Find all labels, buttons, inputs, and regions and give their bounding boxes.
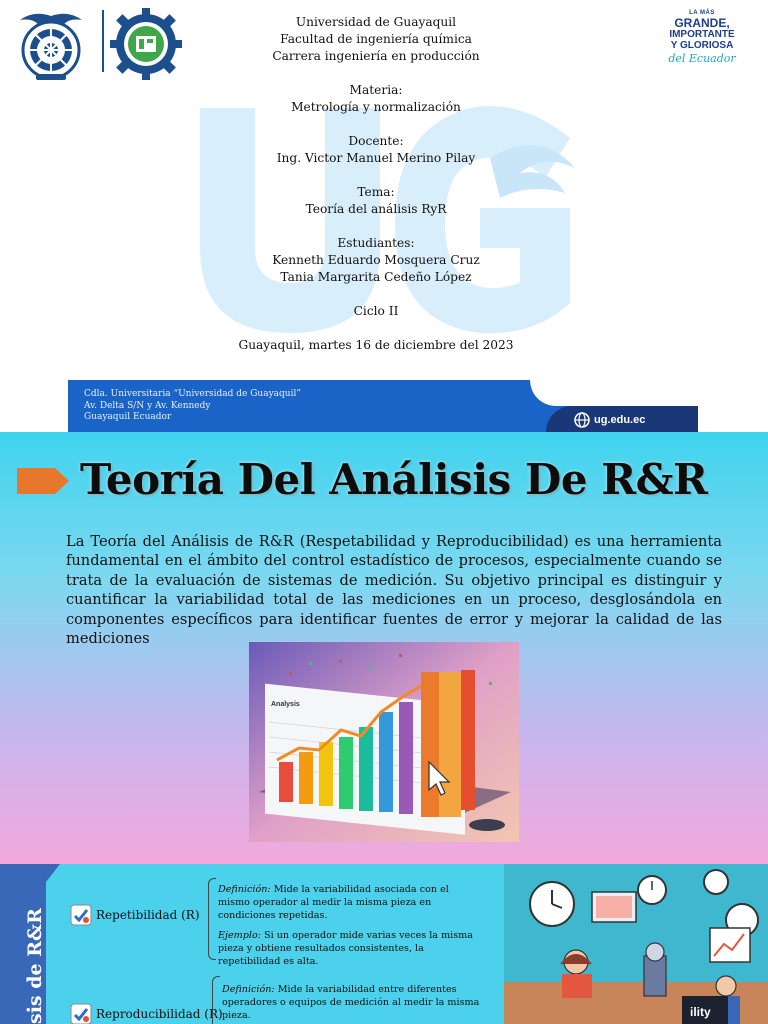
definition-label: Definición: bbox=[222, 984, 275, 995]
estudiantes-label: Estudiantes: bbox=[337, 236, 415, 250]
concept-label: Repetibilidad (R) bbox=[96, 908, 200, 922]
globe-icon bbox=[574, 412, 590, 428]
definition-text: Definición: Mide la variabilidad entre diferentes operadores o equipos de medición al medir la misma pieza. bbox=[222, 984, 480, 1021]
logo-divider bbox=[102, 10, 104, 72]
slogan-line: del Ecuador bbox=[668, 52, 736, 65]
bracket-divider bbox=[208, 878, 216, 960]
theory-page bbox=[0, 432, 768, 864]
bracket-divider bbox=[212, 976, 220, 1024]
student-name: Tania Margarita Cedeño López bbox=[280, 270, 472, 284]
website-link[interactable] bbox=[574, 412, 645, 428]
footer-address bbox=[84, 389, 301, 424]
slogan-logo bbox=[656, 10, 748, 64]
analysis-chart-illustration bbox=[249, 642, 519, 842]
tema-value: Teoría del análisis RyR bbox=[305, 202, 447, 216]
address-line: Av. Delta S/N y Av. Kennedy bbox=[84, 400, 211, 411]
docente-value: Ing. Victor Manuel Merino Pilay bbox=[276, 151, 476, 165]
career-name: Carrera ingeniería en producción bbox=[272, 49, 480, 63]
faculty-name: Facultad de ingeniería química bbox=[280, 32, 472, 46]
faculty-gear-logo bbox=[110, 8, 182, 80]
docente-label: Docente: bbox=[348, 134, 404, 148]
website-text: ug.edu.ec bbox=[594, 414, 646, 426]
slogan-line: LA MÁS bbox=[689, 10, 715, 16]
rr-concepts-page bbox=[0, 864, 768, 1024]
concept-definitions bbox=[222, 984, 484, 1024]
illustration-label: ility bbox=[690, 1005, 711, 1019]
concept-reproducibilidad bbox=[70, 1003, 223, 1024]
tema-label: Tema: bbox=[357, 185, 395, 199]
cover-footer-band bbox=[68, 380, 698, 432]
cover-text-block bbox=[180, 14, 572, 354]
address-line: Guayaquil Ecuador bbox=[84, 412, 172, 422]
definition-label: Definición: bbox=[218, 884, 271, 895]
definition-text: Definición: Mide la variabilidad asociada con el mismo operador al medir la misma pieza en condiciones repetidas. bbox=[218, 884, 449, 921]
student-name: Kenneth Eduardo Mosquera Cruz bbox=[272, 253, 480, 267]
example-label: Ejemplo: bbox=[218, 930, 261, 942]
ciclo-value: Ciclo II bbox=[353, 304, 399, 318]
date-line: Guayaquil, martes 16 de diciembre del 2023 bbox=[238, 338, 514, 352]
concept-label: Reproducibilidad (R) bbox=[96, 1007, 223, 1021]
intro-paragraph: La Teoría del Análisis de R&R (Respetabilidad y Reproducibilidad) es una herramienta fundamental en el ámbito del control estadístico de procesos, especialmente cuando se trata de la evaluación de sistemas de medición. Su objetivo principal es distinguir y cuantificar la variabilidad total de las mediciones en un proceso, desglosándola en componentes específicos para identificar fuentes de error y mejorar la calidad de las mediciones bbox=[66, 533, 722, 648]
side-title: sis de R&R bbox=[24, 908, 46, 1024]
university-seal-logo bbox=[14, 8, 88, 82]
cover-page bbox=[0, 0, 768, 432]
address-line: Cdla. Universitaria “Universidad de Guayaquil” bbox=[84, 389, 301, 399]
materia-label: Materia: bbox=[349, 83, 403, 97]
concept-definitions bbox=[218, 884, 476, 977]
slogan-line: Y GLORIOSA bbox=[670, 40, 734, 51]
materia-value: Metrología y normalización bbox=[291, 100, 461, 114]
checkmark-icon bbox=[70, 904, 92, 926]
concept-repetibilidad bbox=[70, 904, 200, 926]
measurement-workers-illustration bbox=[504, 864, 768, 1024]
illustration-label: Analysis bbox=[271, 701, 300, 708]
slogan-line: IMPORTANTE bbox=[669, 29, 735, 40]
university-name: Universidad de Guayaquil bbox=[295, 15, 457, 29]
example-text: Ejemplo: Si un operador mide varias veces la misma pieza y obtiene resultados consistentes, la repetibilidad es alta. bbox=[218, 930, 473, 967]
slogan-line: GRANDE, bbox=[674, 16, 730, 30]
arrow-marker-icon bbox=[17, 466, 69, 496]
checkmark-icon bbox=[70, 1003, 92, 1024]
page-title: Teoría Del Análisis De R&R bbox=[80, 455, 708, 504]
